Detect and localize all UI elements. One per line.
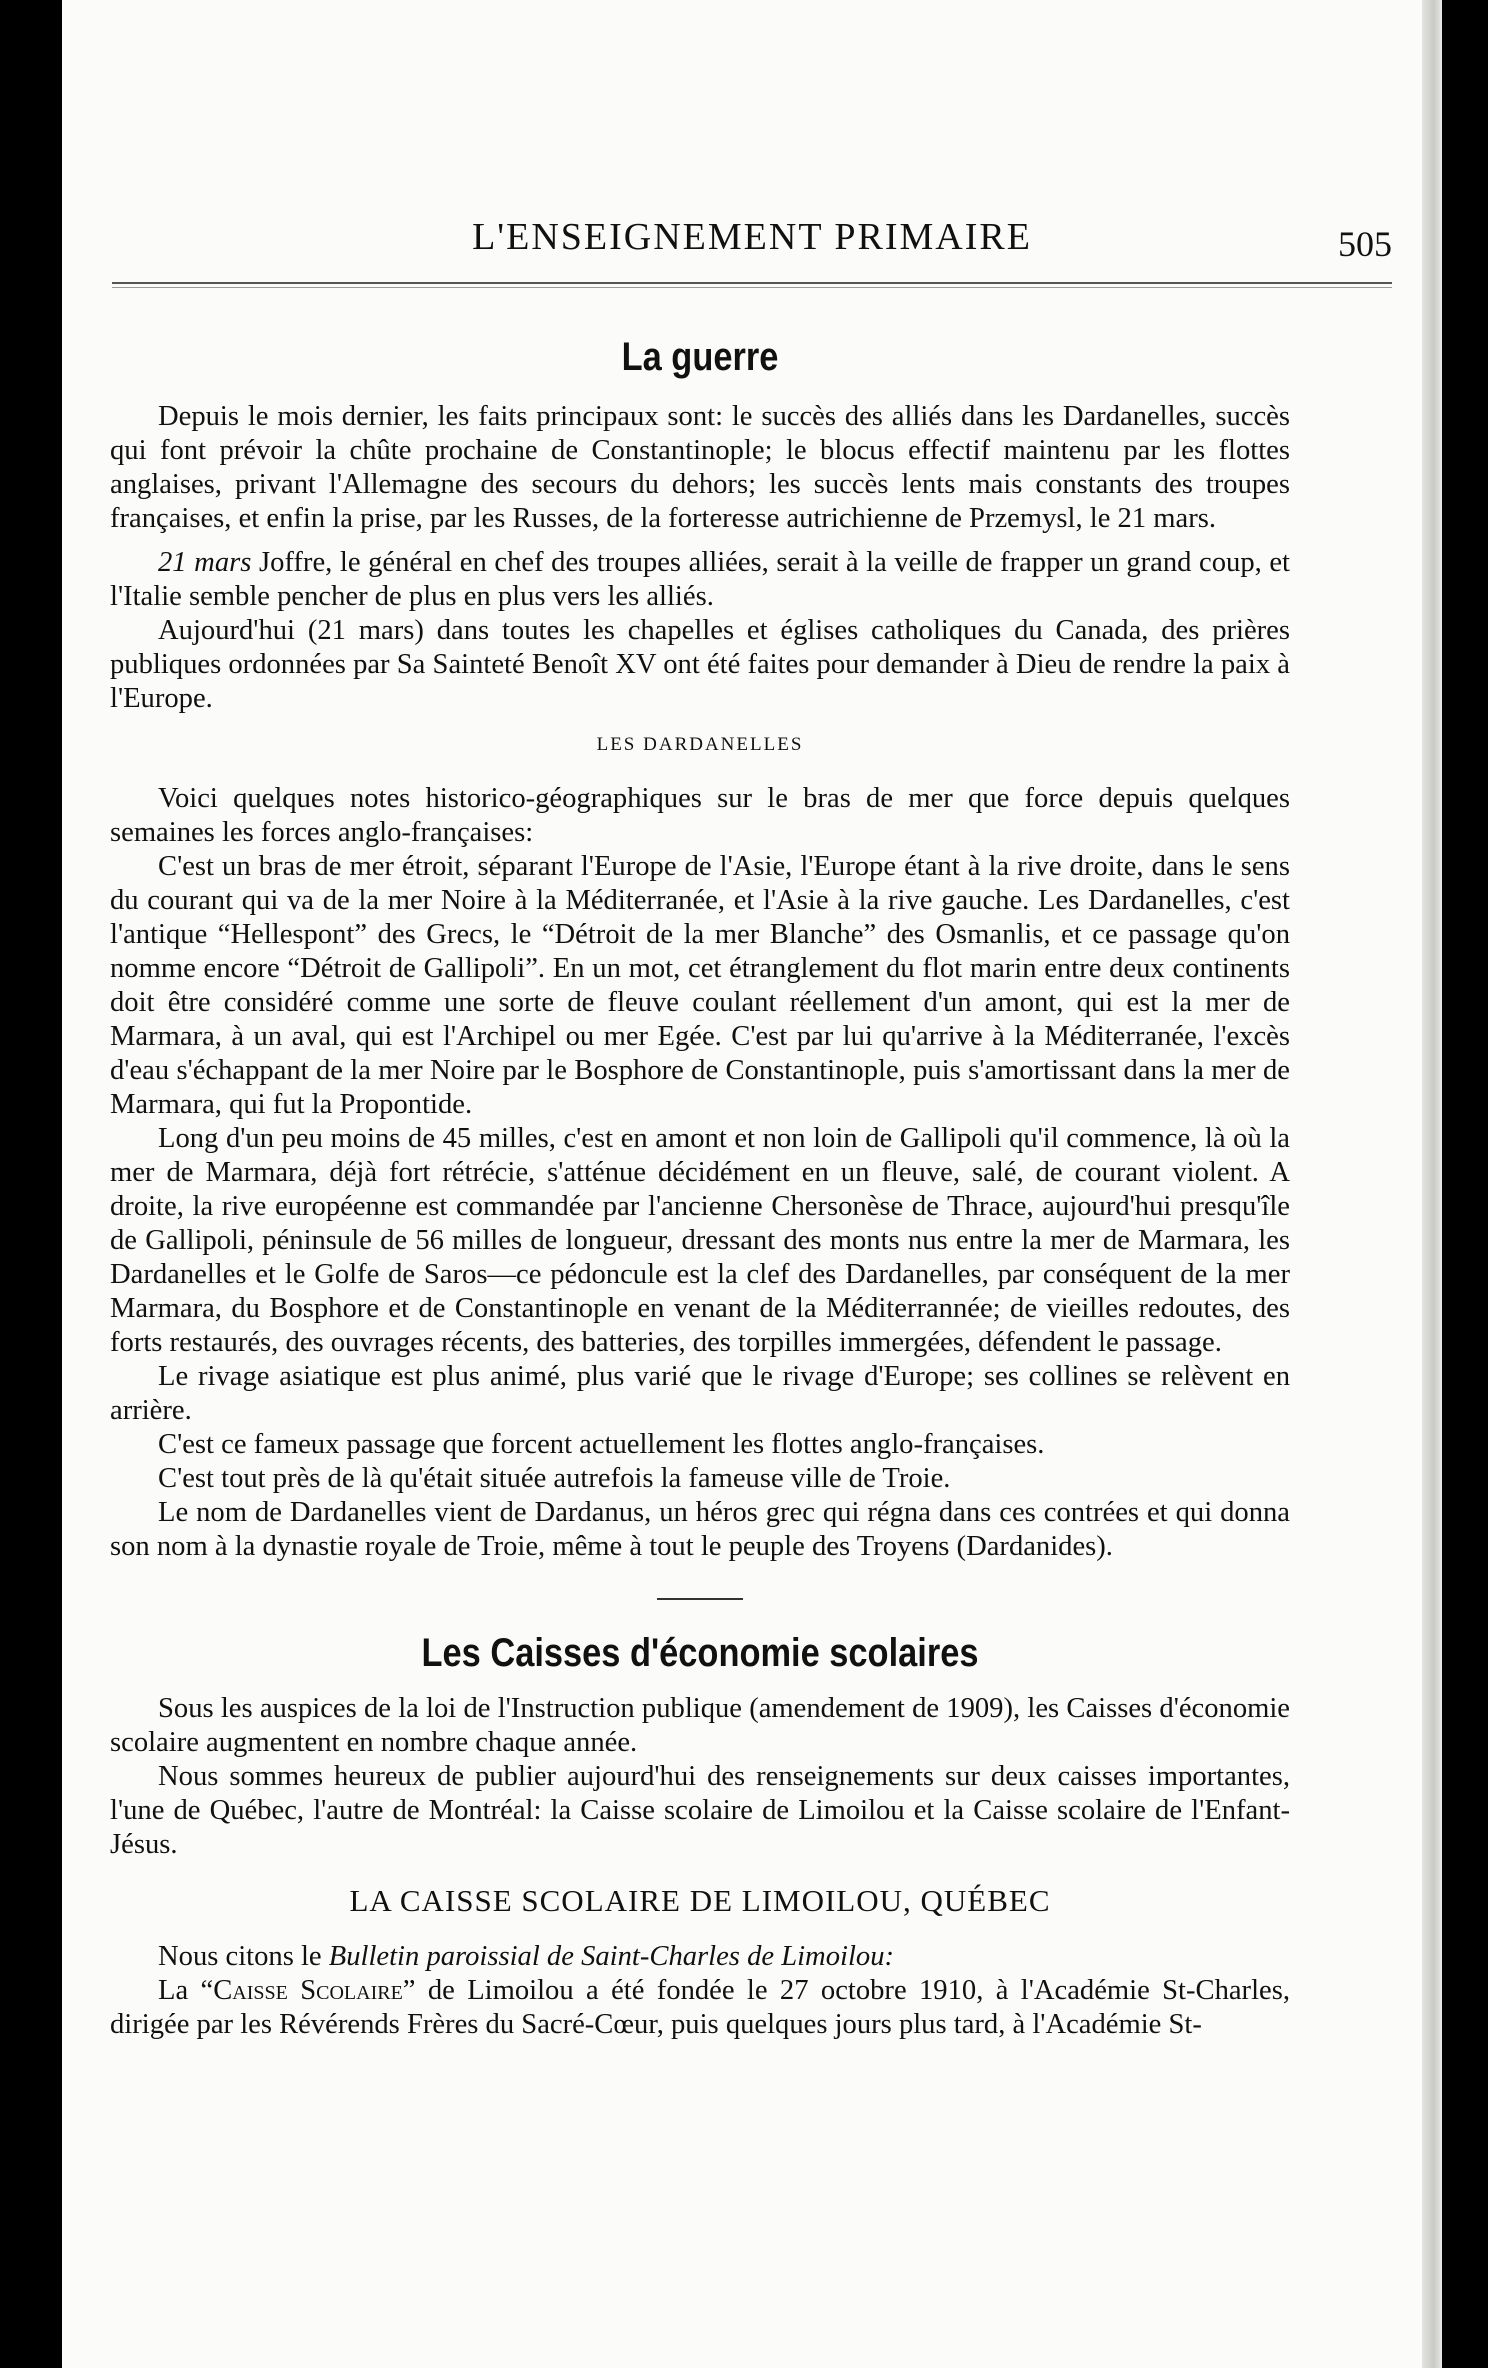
paragraph: Le rivage asiatique est plus animé, plus varié que le rivage d'Europe; ses collines se relèvent en arrière. [110, 1361, 1290, 1426]
paragraph: C'est un bras de mer étroit, séparant l'Europe de l'Asie, l'Europe étant à la rive droite, dans le sens du courant qui va de la mer Noire à la Méditerranée, et l'Asie à la rive gauche. Les Dardanelles, c'est l'antique “Hellespont” des Grecs, le “Détroit de la mer Blanche” des Osmanlis, et ce passage qu'on nomme encore “Détroit de Gallipoli”. En un mot, cet étranglement du flot marin entre deux continents doit être considéré comme une sorte de fleuve coulant réellement d'un amont, qui est la mer de Marmara, à un aval, qui est l'Archipel ou mer Egée. C'est par lui qu'arrive à la Méditerranée, l'excès d'eau s'échappant de la mer Noire par le Bosphore de Constantinople, puis s'amortissant dans la mer de Marmara, qui fut la Propontide. [110, 851, 1290, 1120]
paragraph [110, 1974, 1290, 2042]
paragraph: Sous les auspices de la loi de l'Instruction publique (amendement de 1909), les Caisses d'économie scolaire augmentent en nombre chaque année. [110, 1693, 1290, 1758]
section-heading: LA CAISSE SCOLAIRE DE LIMOILOU, QUÉBEC [349, 1883, 1051, 1918]
page-number: 505 [1338, 224, 1392, 264]
header-rule [112, 282, 1392, 288]
paragraph-text: Nous citons le [158, 1941, 329, 1972]
paragraph: C'est tout près de là qu'était située autrefois la fameuse ville de Troie. [158, 1463, 951, 1494]
paragraph: Le nom de Dardanelles vient de Dardanus, un héros grec qui régna dans ces contrées et qui donna son nom à la dynastie royale de Troie, même à tout le peuple des Troyens (Dardanides). [110, 1497, 1290, 1562]
paragraph-text: ” de Limoilou a été fondée le 27 octobre 1910, à l'Académie St-Charles, dirigée par les Révérends Frères du Sacré-Cœur, puis quelques jours plus tard, à l'Académie St- [110, 1975, 1290, 2040]
article-la-guerre [110, 335, 1290, 1564]
paragraph-text: Joffre, le général en chef des troupes alliées, serait à la veille de frapper un grand coup, et l'Italie semble pencher de plus en plus vers les alliés. [110, 547, 1290, 612]
paragraph: Depuis le mois dernier, les faits principaux sont: le succès des alliés dans les Dardanelles, succès qui font prévoir la chûte prochaine de Constantinople; le blocus effectif maintenu par les flottes anglaises, privant l'Allemagne des secours du dehors; les succès lents mais constants des troupes françaises, et enfin la prise, par les Russes, de la forteresse autrichienne de Przemysl, le 21 mars. [110, 401, 1290, 534]
paragraph [110, 546, 1290, 614]
paragraph: Aujourd'hui (21 mars) dans toutes les chapelles et églises catholiques du Canada, des prières publiques ordonnées par Sa Sainteté Benoît XV ont été faites pour demander à Dieu de rendre la paix à l'Europe. [110, 615, 1290, 714]
paragraph: Nous sommes heureux de publier aujourd'hui des renseignements sur deux caisses importantes, l'une de Québec, l'autre de Montréal: la Caisse scolaire de Limoilou et la Caisse scolaire de l'Enfant-Jésus. [110, 1761, 1290, 1860]
article-title: Les Caisses d'économie scolaires [421, 1631, 979, 1675]
running-head: L'ENSEIGNEMENT PRIMAIRE [472, 216, 1032, 258]
article-title: La guerre [621, 335, 779, 379]
small-caps-term: Caisse Scolaire [213, 1975, 403, 2006]
section-heading: LES DARDANELLES [596, 734, 804, 755]
article-separator [657, 1598, 743, 1600]
page [62, 0, 1442, 2368]
paragraph [110, 1940, 1290, 1974]
page-content [110, 330, 1290, 2042]
paragraph: C'est ce fameux passage que forcent actuellement les flottes anglo-françaises. [158, 1429, 1045, 1460]
article-caisses-economie [110, 1631, 1290, 2042]
paragraph: Long d'un peu moins de 45 milles, c'est en amont et non loin de Gallipoli qu'il commence, là où la mer de Marmara, déjà fort rétrécie, s'atténue décidément en un fleuve, salé, de courant violent. A droite, la rive européenne est commandée par l'ancienne Chersonèse de Thrace, aujourd'hui presqu'île de Gallipoli, péninsule de 56 milles de longueur, dressant des monts nus entre la mer de Marmara, les Dardanelles et le Golfe de Saros—ce pédoncule est la clef des Dardanelles, par conséquent de la mer Marmara, du Bosphore et de Constantinople en venant de la Méditerrannée; de vieilles redoutes, des forts restaurés, des ouvrages récents, des batteries, des torpilles immergées, défendent le passage. [110, 1123, 1290, 1358]
page-edge [1422, 0, 1442, 2368]
page-header [112, 205, 1392, 265]
paragraph-text: La “ [158, 1975, 214, 2006]
publication-title: Bulletin paroissial de Saint-Charles de Limoilou: [328, 1941, 895, 1972]
date-label: 21 mars [158, 547, 252, 578]
paragraph: Voici quelques notes historico-géographiques sur le bras de mer que force depuis quelques semaines les forces anglo-françaises: [110, 783, 1290, 848]
